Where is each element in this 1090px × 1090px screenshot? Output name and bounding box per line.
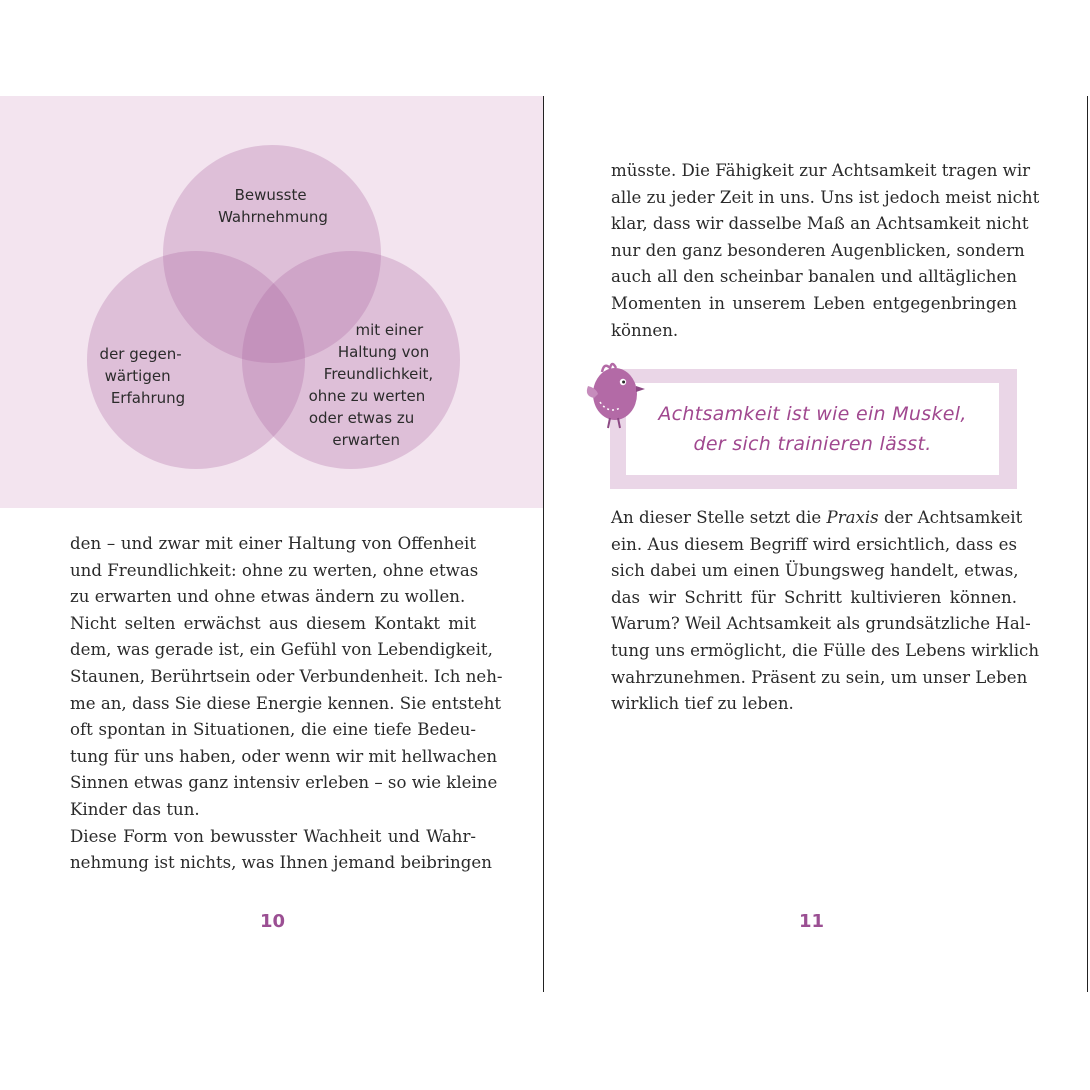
right-page-body-top	[611, 158, 1040, 344]
text-segment: der Achtsamkeit	[878, 508, 1023, 527]
text-line: Diese Form von bewusster Wachheit und Wahr-	[70, 826, 476, 846]
page-number-left: 10	[260, 911, 286, 932]
venn-label-right: mit einer Haltung von Freundlichkeit, ohne zu werten oder etwas zu erwarten	[308, 321, 434, 449]
bird-icon	[580, 358, 650, 438]
text-line: und Freundlichkeit: ohne zu werten, ohne etwas	[70, 560, 479, 580]
text-line: auch all den scheinbar banalen und alltäglichen	[611, 267, 1017, 287]
text-line: tung für uns haben, oder wenn wir mit hellwachen	[70, 746, 498, 766]
text-line: ein. Aus diesem Begriff wird ersichtlich, dass es	[611, 534, 1017, 554]
text-line: nehmung ist nichts, was Ihnen jemand beibringen	[70, 853, 492, 873]
text-line	[611, 505, 1023, 532]
text-line: tung uns ermöglicht, die Fülle des Lebens wirklich	[611, 640, 1040, 660]
text-line: sich dabei um einen Übungsweg handelt, etwas,	[611, 561, 1019, 581]
text-line: das wir Schritt für Schritt kultivieren können.	[611, 587, 1017, 607]
text-line: können.	[611, 320, 679, 340]
page-gutter-line	[543, 96, 544, 992]
text-line: Kinder das tun.	[70, 799, 200, 819]
venn-label-top: Bewusste Wahrnehmung	[218, 186, 328, 226]
text-line: me an, dass Sie diese Energie kennen. Sie entsteht	[70, 693, 502, 713]
text-line: wirklich tief zu leben.	[611, 694, 794, 714]
emphasis-praxis: Praxis	[826, 508, 879, 527]
venn-label-left: der gegen- wärtigen Erfahrung	[99, 345, 186, 407]
text-line: Momenten in unserem Leben entgegenbringen	[611, 293, 1017, 313]
quote-box	[610, 369, 1017, 489]
text-line: Staunen, Berührtsein oder Verbundenheit. Ich neh-	[70, 666, 503, 686]
text-line: zu erwarten und ohne etwas ändern zu wollen.	[70, 587, 466, 607]
page-edge-line	[1087, 96, 1088, 992]
venn-diagram-panel	[0, 96, 543, 508]
text-line: oft spontan in Situationen, die eine tiefe Bedeu-	[70, 720, 476, 740]
text-line: Sinnen etwas ganz intensiv erleben – so wie kleine	[70, 773, 498, 793]
quote-line: Achtsamkeit ist wie ein Muskel,	[658, 403, 967, 425]
text-line: klar, dass wir dasselbe Maß an Achtsamkeit nicht	[611, 214, 1029, 234]
text-line: Nicht selten erwächst aus diesem Kontakt mit	[70, 613, 476, 633]
text-line: müsste. Die Fähigkeit zur Achtsamkeit tragen wir	[611, 161, 1031, 180]
text-line: wahrzunehmen. Präsent zu sein, um unser Leben	[611, 667, 1028, 687]
page-number-right: 11	[799, 911, 825, 932]
quote-inner	[626, 383, 999, 475]
text-line: Warum? Weil Achtsamkeit als grundsätzliche Hal-	[611, 614, 1031, 634]
left-page-body	[70, 531, 503, 877]
venn-diagram	[0, 96, 543, 508]
text-segment: An dieser Stelle setzt die	[611, 508, 827, 527]
text-line: den – und zwar mit einer Haltung von Offenheit	[70, 534, 476, 553]
text-line: nur den ganz besonderen Augenblicken, sondern	[611, 240, 1025, 260]
quote-line: der sich trainieren lässt.	[693, 433, 932, 455]
text-line: alle zu jeder Zeit in uns. Uns ist jedoch meist nicht	[611, 187, 1040, 207]
text-line: dem, was gerade ist, ein Gefühl von Lebendigkeit,	[70, 640, 493, 660]
right-page-body-bottom	[611, 505, 1040, 718]
